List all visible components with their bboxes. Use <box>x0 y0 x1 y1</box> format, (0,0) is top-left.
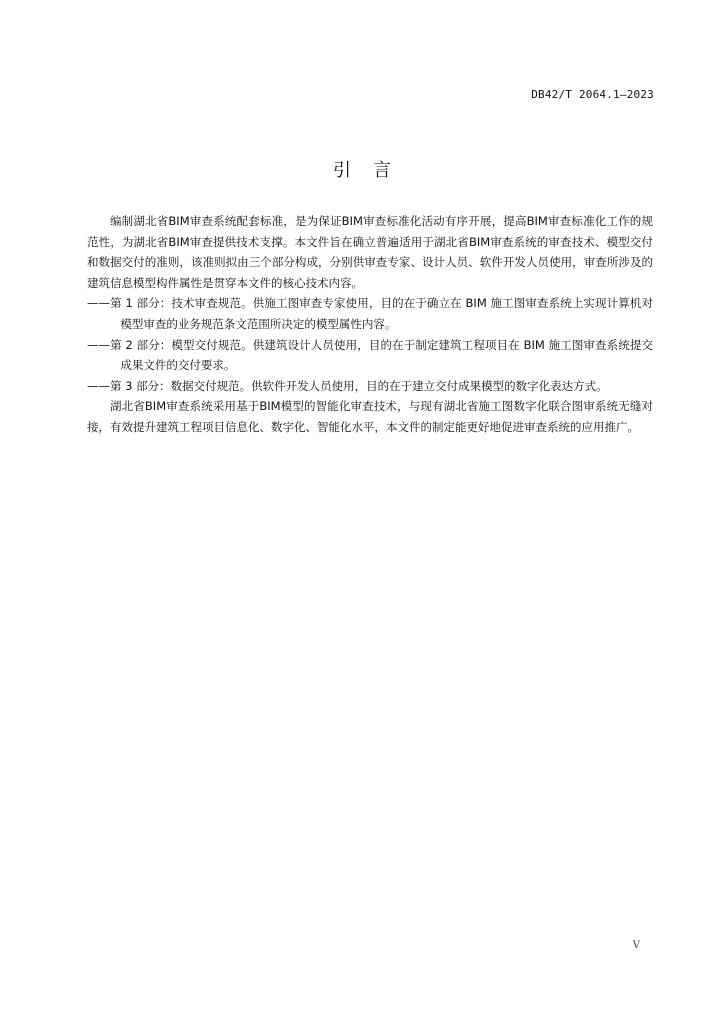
intro-paragraph: 编制湖北省BIM审查系统配套标准，是为保证BIM审查标准化活动有序开展，提高BIM审查标准化工作的规范性，为湖北省BIM审查提供技术支撑。本文件旨在确立普遍适用于湖北省BIM审查系统的审查技术、模型交付和数据交付的准则，该准则拟由三个部分构成，分别供审查专家、设计人员、软件开发人员使用，审查所涉及的建筑信息模型构件属性是贯穿本文件的核心技术内容。 <box>87 214 653 290</box>
introduction-body <box>87 211 653 438</box>
part-1-item: ——第 1 部分：技术审查规范。供施工图审查专家使用，目的在于确立在 BIM 施工图审查系统上实现计算机对模型审查的业务规范条文范围所决定的模型属性内容。 <box>87 296 653 331</box>
part-3-item: ——第 3 部分：数据交付规范。供软件开发人员使用，目的在于建立交付成果模型的数字化表达方式。 <box>87 378 608 393</box>
page-title: 引言 <box>333 160 413 181</box>
closing-paragraph: 湖北省BIM审查系统采用基于BIM模型的智能化审查技术，与现有湖北省施工图数字化联合图审系统无缝对接，有效提升建筑工程项目信息化、数字化、智能化水平，本文件的制定能更好地促进审查系统的应用推广。 <box>87 399 653 434</box>
document-code: DB42/T 2064.1—2023 <box>531 88 654 101</box>
page-number: V <box>632 940 640 951</box>
part-2-item: ——第 2 部分：模型交付规范。供建筑设计人员使用，目的在于制定建筑工程项目在 BIM 施工图审查系统提交成果文件的交付要求。 <box>87 337 653 373</box>
